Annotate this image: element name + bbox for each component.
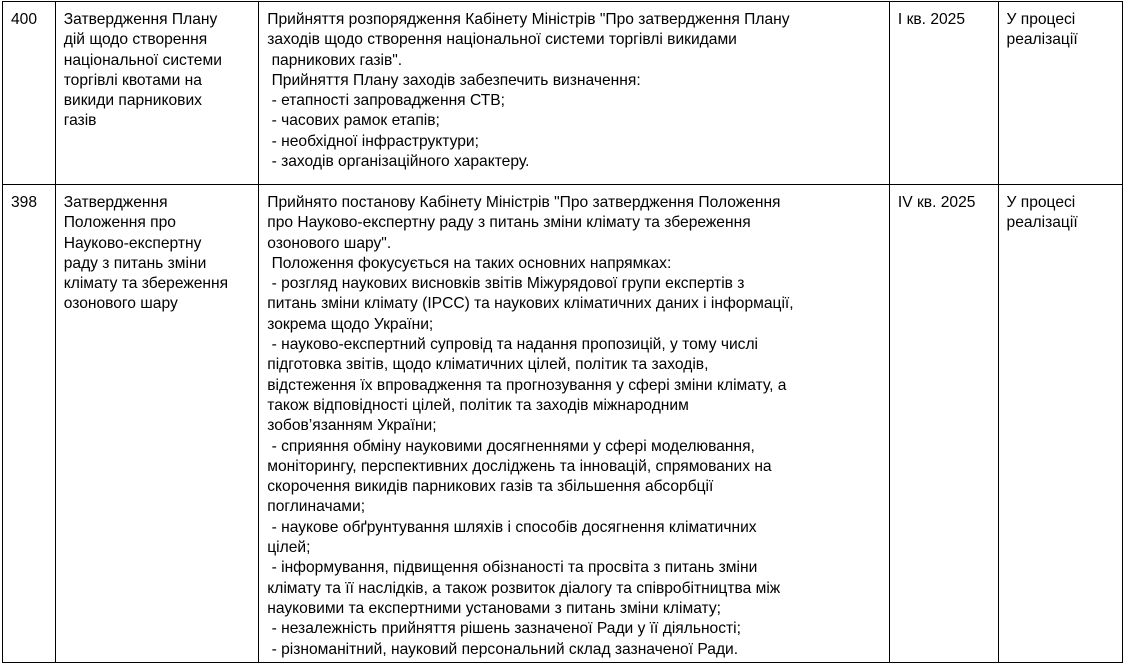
description-cell [259,2,890,185]
description-line: про Науково-експертну раду з питань зміни клімату та збереження [267,214,751,232]
measure-title-line: викиди парникових [63,92,202,110]
status-cell [998,185,1122,663]
description-line: парникових газів". [267,51,403,69]
description-line: - інформування, підвищення обізнаності та просвіта з питань зміни [267,559,758,577]
status-line: У процесі [1006,194,1076,211]
measure-title-line: Положення про [63,214,176,232]
description-line: відстеження їх впровадження та прогнозування у сфері зміни клімату, а [267,376,787,394]
status-cell [998,2,1122,185]
description-line: - розгляд наукових висновків звітів Міжурядової групи експертів з [267,275,745,293]
measure-title-line: клімату та збереження [63,275,229,293]
status-line: У процесі [1006,11,1076,28]
row-number: 400 [11,11,38,28]
description-line: - заходів організаційного характеру. [267,153,530,171]
description-line: - часових рамок етапів; [267,112,440,130]
row-number-cell [3,185,56,663]
deadline: I кв. 2025 [897,11,966,28]
measures-table [2,1,1123,663]
measure-title-line: дій щодо створення [63,31,208,49]
description-line: Прийняття розпорядження Кабінету Міністрів "Про затвердження Плану [267,11,790,28]
description-line: Положення фокусується на таких основних напрямках: [267,254,672,272]
description-line: науковими та експертними установами з питань зміни клімату; [267,599,721,617]
description-cell [259,185,890,663]
description-line: заходів щодо створення національної системи торгівлі викидами [267,31,737,49]
measure-title-line: Науково-експертну [63,234,202,252]
description-line: моніторингу, перспективних досліджень та інновацій, спрямованих на [267,457,772,475]
description-line: - сприяння обміну науковими досягненнями у сфері моделювання, [267,437,755,455]
measure-title-line: газів [63,112,97,130]
description-line: Прийнято постанову Кабінету Міністрів "Про затвердження Положення [267,194,781,211]
measure-title-cell [55,185,259,663]
description-line: - незалежність прийняття рішень зазначеної Ради у її діяльності; [267,620,741,638]
table-row [3,185,1123,663]
measure-title-line: раду з питань зміни [63,254,207,272]
description-line: озонового шару". [267,234,392,252]
status-line: реалізації [1006,31,1078,49]
description-line: - різноманітний, науковий персональний склад зазначеної Ради. [267,640,739,658]
description-line: зобов’язанням України; [267,417,437,435]
measure-title-line: національної системи [63,51,222,69]
status-line: реалізації [1006,214,1078,232]
description-line: - етапності запровадження СТВ; [267,92,505,110]
description-line: підготовка звітів, щодо кліматичних цілей, політик та заходів, [267,356,709,374]
row-number-cell [3,2,56,185]
description-line: - наукове обґрунтування шляхів і способів досягнення кліматичних [267,518,757,536]
measure-title-line: Затвердження Плану [63,11,218,28]
row-number: 398 [11,194,38,211]
description-line: - необхідної інфраструктури; [267,132,479,150]
description-line: Прийняття Плану заходів забезпечить визначення: [267,71,641,89]
measure-title-line: торгівлі квотами на [63,71,202,89]
description-line: також відповідності цілей, політик та заходів міжнародним [267,396,689,414]
description-line: зокрема щодо України; [267,315,434,333]
description-line: скорочення викидів парникових газів та збільшення абсорбції [267,478,714,496]
description-line: цілей; [267,539,311,557]
measure-title-line: Затвердження [63,194,168,211]
deadline-cell [889,2,998,185]
description-line: поглиначами; [267,498,366,516]
description-line: клімату та її наслідків, а також розвиток діалогу та співробітництва між [267,579,781,597]
deadline: IV кв. 2025 [897,194,976,211]
description-line: - науково-експертний супровід та надання пропозицій, у тому числі [267,336,759,354]
deadline-cell [889,185,998,663]
measure-title-cell [55,2,259,185]
description-line: питань зміни клімату (IPCC) та наукових кліматичних даних і інформації, [267,295,794,313]
table-row [3,2,1123,185]
measure-title-line: озонового шару [63,295,178,313]
